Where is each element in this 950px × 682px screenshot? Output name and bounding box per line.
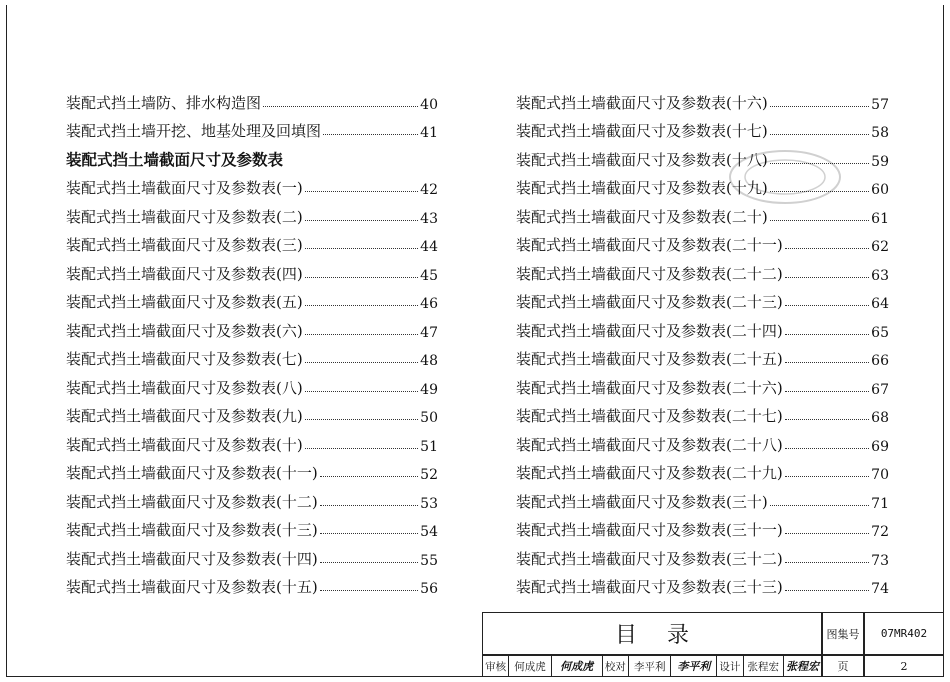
toc-entry-page: 51: [420, 438, 438, 455]
toc-leader-dots: [305, 305, 418, 306]
toc-entry-label: 装配式挡土墙截面尺寸及参数表(十一): [66, 464, 318, 482]
toc-entry-label: 装配式挡土墙截面尺寸及参数表(三十三): [516, 578, 783, 596]
toc-leader-dots: [305, 277, 418, 278]
toc-entry-page: 53: [420, 495, 438, 512]
toc-entry: [516, 113, 889, 142]
toc-entry-label: 装配式挡土墙截面尺寸及参数表(二十九): [516, 464, 783, 482]
toc-leader-dots: [323, 134, 418, 135]
toc-leader-dots: [305, 391, 418, 392]
toc-entry: [66, 369, 438, 398]
toc-leader-dots: [785, 305, 869, 306]
toc-leader-dots: [785, 448, 869, 449]
toc-entry-page: 59: [871, 153, 889, 170]
toc-entry-label: 装配式挡土墙截面尺寸及参数表(二): [66, 207, 303, 226]
designer-signature: 张程宏: [786, 660, 820, 673]
toc-entry: [516, 312, 889, 341]
toc-entry-page: 68: [871, 410, 889, 426]
toc-entry-page: 47: [420, 324, 438, 341]
toc-leader-dots: [305, 362, 418, 363]
toc-entry: [66, 569, 438, 598]
page-label: 页: [822, 655, 864, 677]
toc-entry: [66, 312, 438, 341]
toc-entry-label: 装配式挡土墙截面尺寸及参数表(一): [66, 179, 303, 197]
toc-leader-dots: [320, 505, 418, 506]
toc-entry-page: 73: [871, 552, 889, 569]
toc-leader-dots: [785, 277, 869, 278]
toc-entry-label: 装配式挡土墙截面尺寸及参数表(二十): [516, 207, 768, 226]
toc-entry-label: 装配式挡土墙开挖、地基处理及回填图: [66, 122, 322, 140]
toc-entry-page: 71: [871, 495, 889, 512]
toc-leader-dots: [320, 533, 418, 534]
toc-entry-label: 装配式挡土墙截面尺寸及参数表(三): [66, 236, 303, 254]
toc-entry-page: 66: [871, 353, 889, 369]
toc-entry: [66, 227, 438, 256]
toc-leader-dots: [770, 106, 869, 107]
toc-entry-page: 65: [871, 324, 889, 341]
toc-leader-dots: [770, 505, 869, 506]
toc-entry-page: 72: [871, 524, 889, 540]
toc-leader-dots: [785, 362, 869, 363]
toc-entry: [516, 284, 889, 313]
toc-entry-label: 装配式挡土墙截面尺寸及参数表(十九): [516, 179, 768, 197]
toc-entry-page: 60: [871, 182, 889, 198]
toc-leader-dots: [785, 476, 869, 477]
toc-entry-page: 49: [420, 381, 438, 398]
toc-leader-dots: [320, 562, 418, 563]
toc-entry: [66, 540, 438, 569]
toc-entry-label: 装配式挡土墙截面尺寸及参数表(二十八): [516, 435, 783, 454]
toc-entry: [516, 341, 889, 370]
toc-entry-page: 70: [871, 467, 889, 483]
toc-entry: [66, 398, 438, 427]
toc-entry-label: 装配式挡土墙截面尺寸及参数表(十): [66, 435, 303, 454]
toc-entry-page: 45: [420, 267, 438, 284]
toc-entry-label: 装配式挡土墙截面尺寸及参数表: [66, 150, 284, 169]
toc-entry-page: 63: [871, 267, 889, 284]
toc-entry-page: 52: [420, 467, 438, 483]
checker-name: 李平利: [629, 656, 671, 676]
toc-entry-label: 装配式挡土墙截面尺寸及参数表(二十三): [516, 293, 783, 311]
toc-leader-dots: [785, 391, 869, 392]
toc-entry-page: 46: [420, 296, 438, 312]
toc-entry-page: 44: [420, 239, 438, 255]
toc-entry-page: 57: [871, 96, 889, 113]
toc-leader-dots: [305, 419, 418, 420]
toc-leader-dots: [785, 533, 869, 534]
toc-entry: [516, 255, 889, 284]
toc-entry-label: 装配式挡土墙截面尺寸及参数表(二十二): [516, 264, 783, 283]
toc-entry-page: 67: [871, 381, 889, 398]
toc-entry: [516, 227, 889, 256]
toc-entry: [66, 341, 438, 370]
toc-entry-label: 装配式挡土墙截面尺寸及参数表(二十六): [516, 378, 783, 397]
toc-leader-dots: [305, 220, 418, 221]
toc-leader-dots: [263, 106, 418, 107]
toc-entry-page: 61: [871, 210, 889, 227]
toc-leader-dots: [320, 476, 418, 477]
toc-entry: [516, 398, 889, 427]
toc-leader-dots: [785, 334, 869, 335]
toc-entry: [66, 426, 438, 455]
toc-entry-label: 装配式挡土墙截面尺寸及参数表(八): [66, 378, 303, 397]
toc-entry-label: 装配式挡土墙截面尺寸及参数表(二十四): [516, 321, 783, 340]
toc-leader-dots: [785, 419, 869, 420]
toc-entry: [66, 113, 438, 142]
toc-entry-label: 装配式挡土墙截面尺寸及参数表(五): [66, 293, 303, 311]
signature-row: [482, 655, 822, 677]
toc-entry-label: 装配式挡土墙截面尺寸及参数表(四): [66, 264, 303, 283]
toc-entry-page: 74: [871, 581, 889, 597]
toc-entry-label: 装配式挡土墙截面尺寸及参数表(三十): [516, 492, 768, 511]
toc-entry-page: 40: [420, 96, 438, 113]
toc-entry-label: 装配式挡土墙截面尺寸及参数表(十四): [66, 549, 318, 568]
toc-entry-page: 42: [420, 182, 438, 198]
toc-entry-page: 54: [420, 524, 438, 540]
designer-name: 张程宏: [744, 656, 785, 676]
toc-leader-dots: [320, 590, 418, 591]
toc-entry-page: 58: [871, 125, 889, 141]
toc-leader-dots: [305, 191, 418, 192]
check-label: 校对: [603, 656, 629, 676]
toc-entry-label: 装配式挡土墙防、排水构造图: [66, 93, 262, 112]
toc-leader-dots: [305, 248, 418, 249]
toc-entry: [66, 198, 438, 227]
toc-entry: [516, 483, 889, 512]
toc-entry-page: 55: [420, 552, 438, 569]
toc-entry-label: 装配式挡土墙截面尺寸及参数表(三十二): [516, 549, 783, 568]
toc-entry-page: 41: [420, 125, 438, 141]
toc-entry-label: 装配式挡土墙截面尺寸及参数表(十八): [516, 150, 768, 169]
atlas-number: 07MR402: [864, 612, 944, 655]
review-label: 审核: [483, 656, 509, 676]
toc-section-heading: [66, 141, 438, 170]
toc-entry: [516, 84, 889, 113]
page-number: 2: [864, 655, 944, 677]
toc-entry: [66, 455, 438, 484]
atlas-number-label: 图集号: [822, 612, 864, 655]
toc-entry: [66, 284, 438, 313]
toc-entry-page: 56: [420, 581, 438, 597]
toc-entry: [66, 84, 438, 113]
checker-signature: 李平利: [671, 656, 717, 676]
reviewer-name: 何成虎: [509, 656, 551, 676]
toc-entry: [516, 540, 889, 569]
toc-entry-label: 装配式挡土墙截面尺寸及参数表(十七): [516, 122, 768, 140]
toc-entry-label: 装配式挡土墙截面尺寸及参数表(六): [66, 321, 303, 340]
toc-entry-label: 装配式挡土墙截面尺寸及参数表(七): [66, 350, 303, 368]
toc-entry: [516, 426, 889, 455]
toc-entry-page: 50: [420, 410, 438, 426]
toc-entry: [66, 170, 438, 199]
toc-entry: [66, 512, 438, 541]
design-label: 设计: [717, 656, 743, 676]
toc-entry: [516, 569, 889, 598]
toc-entry-label: 装配式挡土墙截面尺寸及参数表(十三): [66, 521, 318, 539]
toc-entry-label: 装配式挡土墙截面尺寸及参数表(十五): [66, 578, 318, 596]
toc-entry-label: 装配式挡土墙截面尺寸及参数表(九): [66, 407, 303, 425]
reviewer-signature: 何成虎: [552, 656, 603, 676]
toc-leader-dots: [785, 562, 869, 563]
toc-leader-dots: [785, 248, 869, 249]
toc-entry-page: 62: [871, 239, 889, 255]
toc-leader-dots: [305, 334, 418, 335]
title-block-title: 目录: [482, 612, 822, 655]
toc-entry-label: 装配式挡土墙截面尺寸及参数表(二十一): [516, 236, 783, 254]
toc-entry: [516, 512, 889, 541]
toc-entry: [66, 255, 438, 284]
toc-entry-label: 装配式挡土墙截面尺寸及参数表(十二): [66, 492, 318, 511]
toc-leader-dots: [785, 590, 869, 591]
toc-leader-dots: [770, 220, 869, 221]
toc-entry-label: 装配式挡土墙截面尺寸及参数表(二十七): [516, 407, 783, 425]
toc-leader-dots: [305, 448, 418, 449]
toc-entry-page: 48: [420, 353, 438, 369]
toc-entry-page: 43: [420, 210, 438, 227]
toc-leader-dots: [770, 134, 869, 135]
watermark-stamp: [725, 142, 845, 212]
toc-entry-label: 装配式挡土墙截面尺寸及参数表(二十五): [516, 350, 783, 368]
toc-entry-label: 装配式挡土墙截面尺寸及参数表(十六): [516, 93, 768, 112]
toc-entry: [516, 455, 889, 484]
toc-left-column: [66, 84, 438, 597]
toc-entry-page: 64: [871, 296, 889, 312]
toc-entry-label: 装配式挡土墙截面尺寸及参数表(三十一): [516, 521, 783, 539]
toc-entry-page: 69: [871, 438, 889, 455]
toc-entry: [516, 369, 889, 398]
toc-entry: [66, 483, 438, 512]
